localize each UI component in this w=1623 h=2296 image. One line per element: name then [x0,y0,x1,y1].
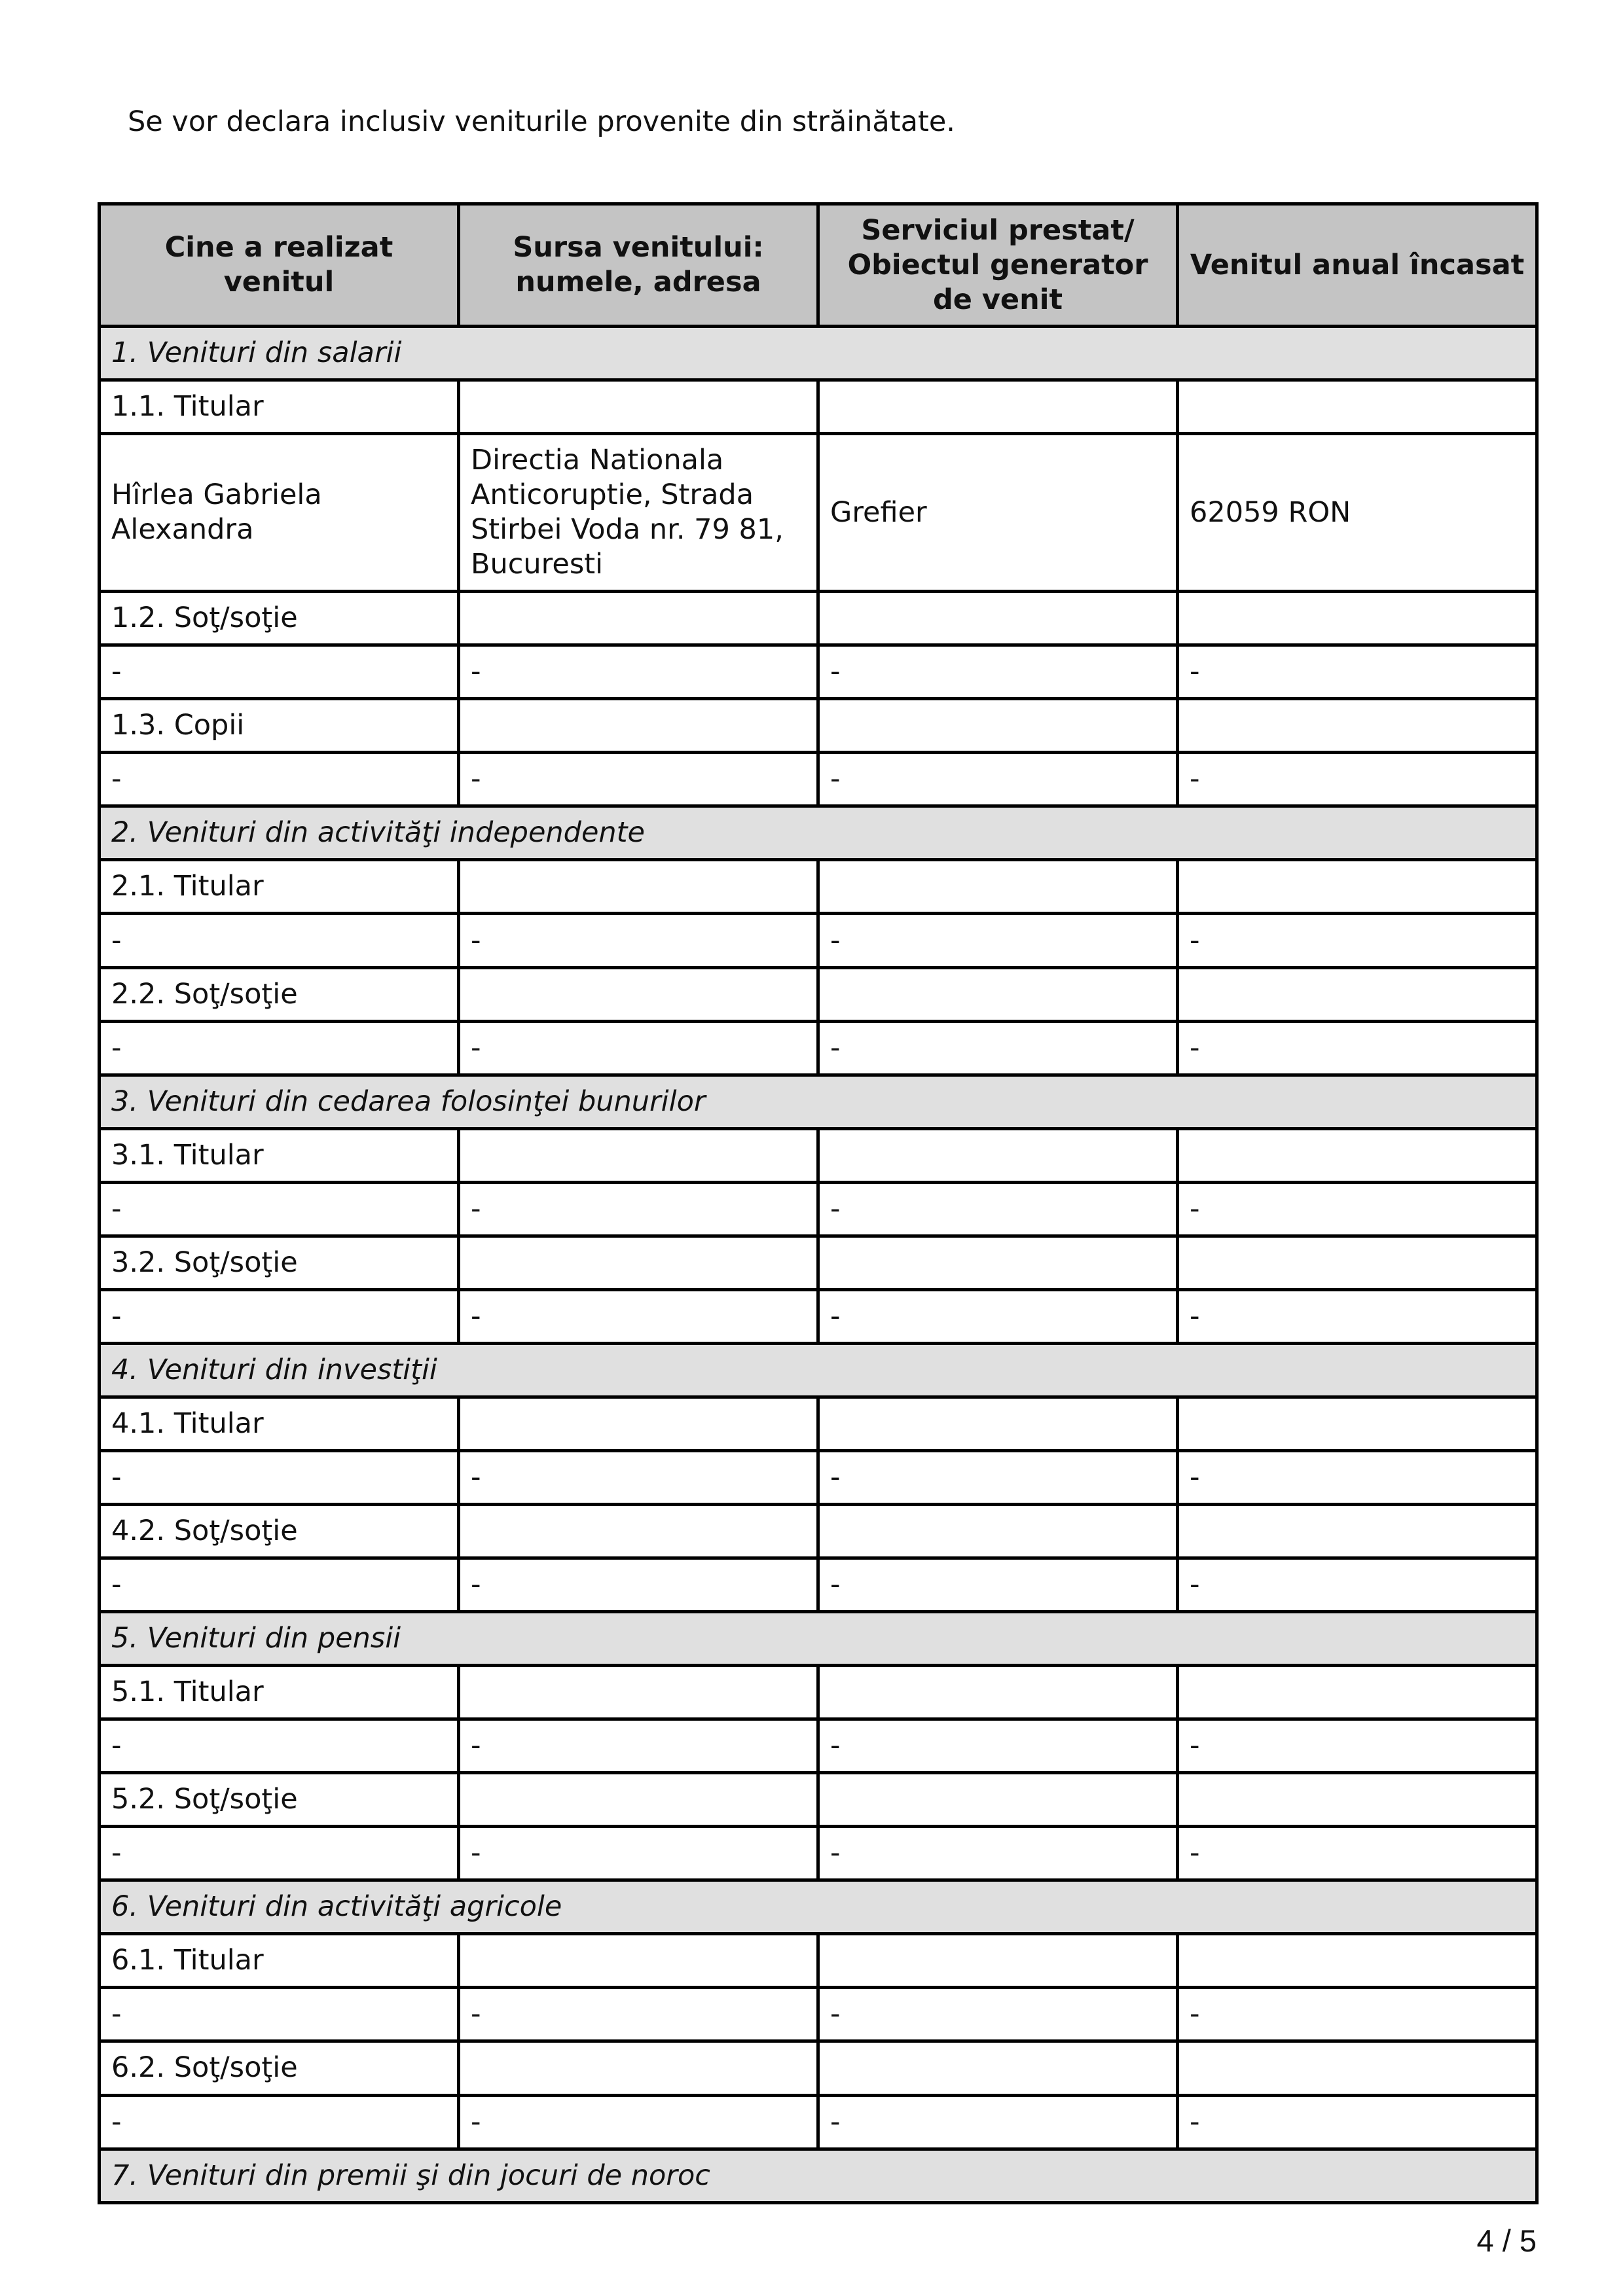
table-row [100,1827,1537,1880]
table-row [100,2095,1537,2149]
table-row [100,1182,1537,1236]
section-title: 7. Venituri din premii şi din jocuri de noroc [100,2149,1537,2202]
section-row [100,1612,1537,1666]
cell-service: - [818,753,1178,806]
empty-cell [459,1397,818,1450]
cell-source: - [459,1558,818,1612]
cell-source: - [459,1988,818,2041]
cell-service: - [818,1719,1178,1773]
cell-service: - [818,645,1178,699]
table-row [100,753,1537,806]
cell-who: - [100,1182,459,1236]
table-row [100,1719,1537,1773]
cell-annual-income: - [1178,1289,1537,1343]
subsection-label: 2.1. Titular [100,860,459,914]
empty-cell [818,860,1178,914]
page-number: 4 / 5 [1476,2223,1537,2258]
subsection-label: 6.1. Titular [100,1934,459,1988]
section-row [100,1343,1537,1397]
table-row [100,1558,1537,1612]
empty-cell [1178,1397,1537,1450]
cell-annual-income: - [1178,1988,1537,2041]
cell-annual-income: 62059 RON [1178,434,1537,592]
cell-service: - [818,2095,1178,2149]
empty-cell [818,1773,1178,1827]
section-row [100,1075,1537,1128]
section-title: 2. Venituri din activităţi independente [100,806,1537,860]
section-title: 1. Venituri din salarii [100,327,1537,380]
cell-annual-income: - [1178,1827,1537,1880]
cell-source: - [459,1182,818,1236]
header-who: Cine a realizat venitul [100,204,459,327]
subsection-label: 1.3. Copii [100,699,459,753]
subsection-row [100,1773,1537,1827]
section-title: 3. Venituri din cedarea folosinţei bunurilor [100,1075,1537,1128]
empty-cell [1178,1505,1537,1558]
empty-cell [1178,2041,1537,2095]
empty-cell [459,2041,818,2095]
empty-cell [1178,1236,1537,1289]
subsection-row [100,1128,1537,1182]
empty-cell [818,967,1178,1021]
subsection-label: 3.1. Titular [100,1128,459,1182]
empty-cell [459,699,818,753]
cell-source: - [459,2095,818,2149]
table-row [100,1021,1537,1075]
subsection-label: 5.2. Soţ/soţie [100,1773,459,1827]
table-header-row [100,204,1537,327]
subsection-label: 4.1. Titular [100,1397,459,1450]
table-row [100,914,1537,967]
subsection-label: 5.1. Titular [100,1666,459,1719]
cell-who: - [100,1021,459,1075]
section-row [100,806,1537,860]
header-annual-income: Venitul anual încasat [1178,204,1537,327]
subsection-row [100,592,1537,645]
cell-annual-income: - [1178,1021,1537,1075]
cell-who: - [100,1719,459,1773]
subsection-label: 4.2. Soţ/soţie [100,1505,459,1558]
cell-who: - [100,1827,459,1880]
empty-cell [818,592,1178,645]
section-row [100,1880,1537,1934]
empty-cell [818,1397,1178,1450]
header-service: Serviciul prestat/ Obiectul generator de venit [818,204,1178,327]
cell-source: - [459,914,818,967]
cell-who: - [100,1558,459,1612]
empty-cell [459,380,818,434]
intro-note: Se vor declara inclusiv veniturile provenite din străinătate. [128,105,955,138]
empty-cell [1178,592,1537,645]
header-source: Sursa venitului: numele, adresa [459,204,818,327]
empty-cell [459,1934,818,1988]
empty-cell [459,967,818,1021]
cell-source: - [459,1021,818,1075]
cell-annual-income: - [1178,1719,1537,1773]
section-row [100,327,1537,380]
section-title: 5. Venituri din pensii [100,1612,1537,1666]
empty-cell [459,1666,818,1719]
subsection-label: 1.1. Titular [100,380,459,434]
section-title: 6. Venituri din activităţi agricole [100,1880,1537,1934]
cell-service: Grefier [818,434,1178,592]
empty-cell [459,592,818,645]
empty-cell [459,1773,818,1827]
cell-source: - [459,1719,818,1773]
subsection-row [100,2041,1537,2095]
subsection-label: 3.2. Soţ/soţie [100,1236,459,1289]
cell-annual-income: - [1178,914,1537,967]
cell-annual-income: - [1178,1182,1537,1236]
table-row [100,1450,1537,1504]
cell-source: - [459,1827,818,1880]
subsection-row [100,380,1537,434]
cell-source: Directia Nationala Anticoruptie, Strada Stirbei Voda nr. 79 81, Bucuresti [459,434,818,592]
subsection-row [100,967,1537,1021]
empty-cell [1178,1773,1537,1827]
cell-service: - [818,1289,1178,1343]
empty-cell [1178,380,1537,434]
subsection-label: 2.2. Soţ/soţie [100,967,459,1021]
cell-annual-income: - [1178,645,1537,699]
empty-cell [459,1505,818,1558]
cell-service: - [818,1988,1178,2041]
empty-cell [818,1128,1178,1182]
empty-cell [818,1236,1178,1289]
subsection-row [100,1934,1537,1988]
empty-cell [818,1505,1178,1558]
empty-cell [1178,860,1537,914]
section-title: 4. Venituri din investiţii [100,1343,1537,1397]
cell-who: - [100,753,459,806]
subsection-row [100,1666,1537,1719]
cell-annual-income: - [1178,753,1537,806]
subsection-row [100,699,1537,753]
empty-cell [459,860,818,914]
cell-source: - [459,1450,818,1504]
empty-cell [1178,1128,1537,1182]
income-table-body [100,327,1537,2203]
subsection-row [100,1236,1537,1289]
table-row [100,1988,1537,2041]
empty-cell [818,1934,1178,1988]
empty-cell [1178,967,1537,1021]
empty-cell [818,380,1178,434]
table-row [100,434,1537,592]
cell-service: - [818,1827,1178,1880]
empty-cell [818,1666,1178,1719]
cell-who: - [100,1289,459,1343]
cell-who: Hîrlea Gabriela Alexandra [100,434,459,592]
cell-service: - [818,1021,1178,1075]
cell-service: - [818,1450,1178,1504]
cell-service: - [818,1558,1178,1612]
empty-cell [1178,699,1537,753]
cell-service: - [818,1182,1178,1236]
subsection-row [100,1505,1537,1558]
cell-annual-income: - [1178,1558,1537,1612]
cell-who: - [100,2095,459,2149]
cell-who: - [100,914,459,967]
section-row [100,2149,1537,2202]
subsection-label: 6.2. Soţ/soţie [100,2041,459,2095]
empty-cell [459,1128,818,1182]
table-row [100,1289,1537,1343]
empty-cell [818,699,1178,753]
cell-who: - [100,645,459,699]
income-table [98,202,1539,2204]
empty-cell [1178,1666,1537,1719]
subsection-row [100,860,1537,914]
cell-source: - [459,645,818,699]
cell-who: - [100,1450,459,1504]
empty-cell [818,2041,1178,2095]
subsection-row [100,1397,1537,1450]
cell-who: - [100,1988,459,2041]
cell-annual-income: - [1178,2095,1537,2149]
cell-source: - [459,1289,818,1343]
subsection-label: 1.2. Soţ/soţie [100,592,459,645]
table-row [100,645,1537,699]
cell-source: - [459,753,818,806]
cell-annual-income: - [1178,1450,1537,1504]
empty-cell [459,1236,818,1289]
cell-service: - [818,914,1178,967]
empty-cell [1178,1934,1537,1988]
